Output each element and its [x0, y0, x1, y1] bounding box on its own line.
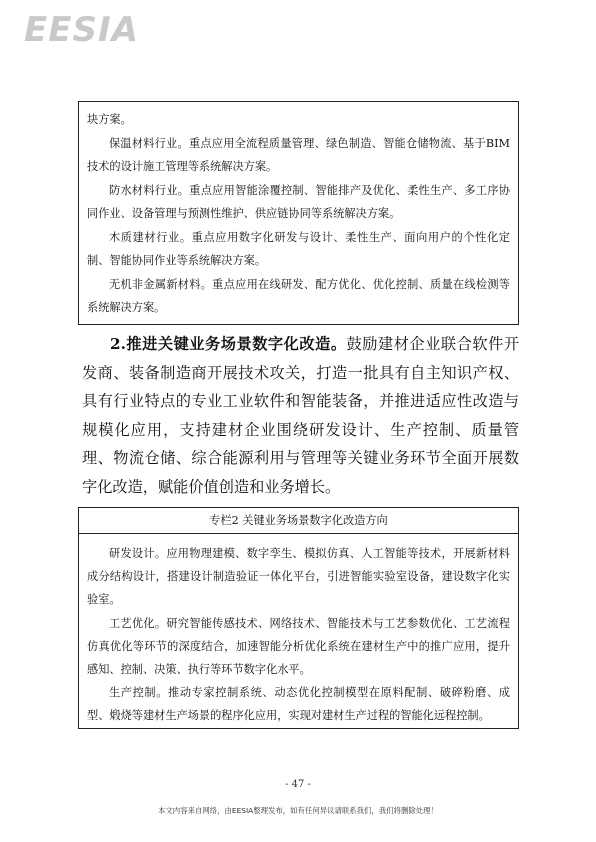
- column-paragraph: 生产控制。推动专家控制系统、动态优化控制模型在原料配制、破碎粉磨、成型、煅烧等建材生产场景的程序化应用，实现对建材生产过程的智能化远程控制。: [87, 686, 510, 723]
- section-paragraph: [82, 330, 519, 501]
- industry-solutions-box: [78, 101, 519, 325]
- section-heading: 2.推进关键业务场景数字化改造。: [110, 335, 347, 353]
- box1-paragraph: 保温材料行业。重点应用全流程质量管理、绿色制造、智能仓储物流、基于BIM技术的设计施工管理等系统解决方案。: [87, 136, 510, 173]
- column-box: [78, 507, 519, 729]
- page-number: - 47 -: [285, 779, 311, 790]
- footer-disclaimer: 本文内容来自网络，由EESIA整理发布，如有任何异议请联系我们，我们将删除处理！: [158, 806, 438, 815]
- column-body: [79, 534, 518, 732]
- column-paragraph: 研发设计。应用物理建模、数字孪生、模拟仿真、人工智能等技术，开展新材料成分结构设计，搭建设计制造验证一体化平台，引进智能实验室设备，建设数字化实验室。: [87, 547, 510, 607]
- section-body: 鼓励建材企业联合软件开发商、装备制造商开展技术攻关，打造一批具有自主知识产权、具有行业特点的专业工业软件和智能装备，并推进适应性改造与规模化应用，支持建材企业围绕研发设计、生产控制、质量管理、物流仓储、综合能源利用与管理等关键业务环节全面开展数字化改造，赋能价值创造和业务增长。: [82, 335, 520, 496]
- box1-paragraph: 防水材料行业。重点应用智能涂覆控制、智能排产及优化、柔性生产、多工序协同作业、设备管理与预测性维护、供应链协同等系统解决方案。: [87, 183, 510, 220]
- box1-paragraph: 木质建材行业。重点应用数字化研发与设计、柔性生产、面向用户的个性化定制、智能协同作业等系统解决方案。: [87, 230, 510, 267]
- eesia-logo: EESIA: [24, 10, 139, 50]
- column-title: 专栏2 关键业务场景数字化改造方向: [79, 508, 518, 534]
- box1-paragraph: 块方案。: [87, 113, 132, 126]
- column-paragraph: 工艺优化。研究智能传感技术、网络技术、智能技术与工艺参数优化、工艺流程仿真优化等环节的深度结合，加速智能分析优化系统在建材生产中的推广应用，提升感知、控制、决策、执行等环节数字化水平。: [87, 616, 510, 677]
- box1-paragraph: 无机非金属新材料。重点应用在线研发、配方优化、优化控制、质量在线检测等系统解决方案。: [87, 277, 510, 314]
